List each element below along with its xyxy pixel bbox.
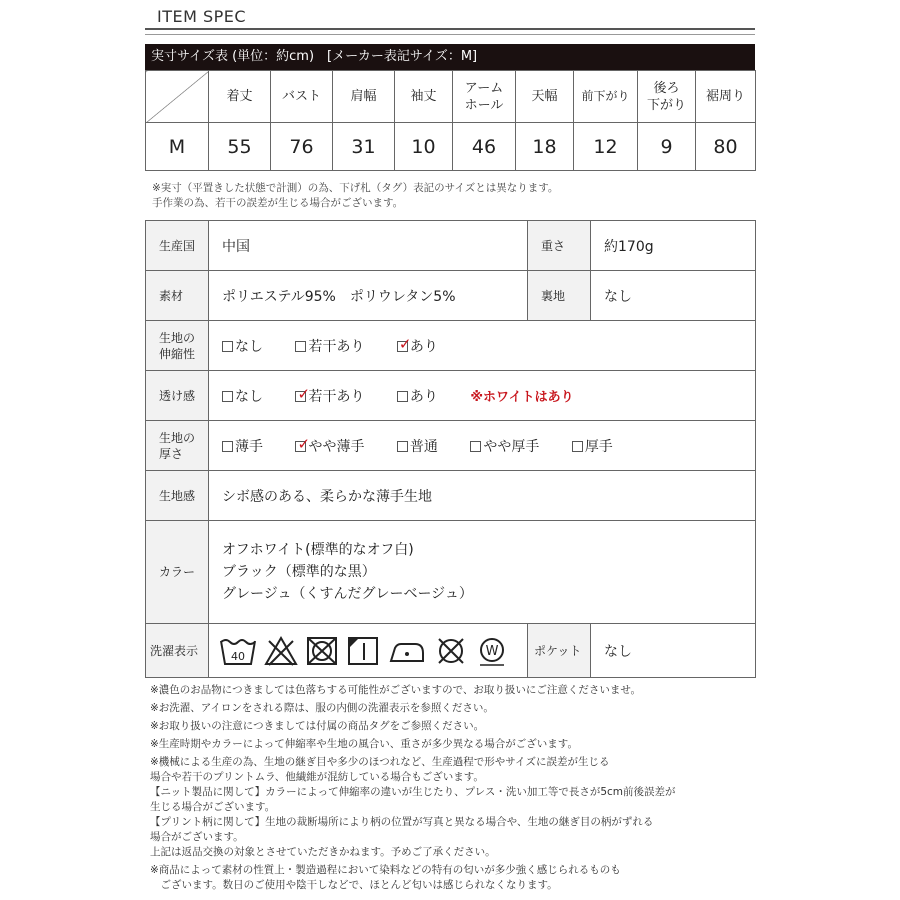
origin-label: 生産国 <box>146 221 209 271</box>
option-label: やや薄手 <box>308 438 365 455</box>
thickness-option <box>222 436 263 456</box>
option-label: 厚手 <box>584 438 613 455</box>
thickness-options <box>209 421 756 471</box>
note-item: ※機械による生産の為、生地の継ぎ目や多少のほつれなど、生産過程で形やサイズに誤差が生じる 場合や若干のプリントムラ、他繊維が混紡している場合もございます。 【ニット製品に関して】カラーによって伸縮率の違いが生じたり、プレス・洗い加工等で長さが5cm前後誤差が 生じる場合がございます。 【プリント柄に関して】生地の裁断場所により柄の位置が写真と異なる場合や、生地の継ぎ目の柄がずれる 場合がございます。 上記は返品交換の対象とさせていただきかねます。予めご了承ください。 <box>150 756 676 858</box>
no-dry-clean-icon <box>434 635 468 667</box>
option-label: 薄手 <box>235 438 263 455</box>
thickness-option <box>470 436 539 456</box>
sheer-label: 透け感 <box>146 371 209 421</box>
header-divider <box>145 34 755 35</box>
size-value: 76 <box>271 123 333 171</box>
stretch-option-checked <box>397 336 438 356</box>
color-item: ブラック（標準的な黒） <box>222 564 376 580</box>
sheer-option <box>222 386 263 406</box>
size-value: 55 <box>209 123 271 171</box>
size-col-header: 袖丈 <box>395 71 453 123</box>
material-label: 素材 <box>146 271 209 321</box>
sheer-note: ※ホワイトはあり <box>470 389 574 405</box>
checkbox-icon <box>295 384 311 403</box>
note-item: ※生産時期やカラーによって伸縮率や生地の風合い、重さが多少異なる場合がございます。 <box>150 738 578 750</box>
size-col-header: アーム ホール <box>453 71 516 123</box>
material-value: ポリエステル95% ポリウレタン5% <box>209 271 528 321</box>
size-note: ※実寸（平置きした状態で計測）の為、下げ札（タグ）表記のサイズとは異なります。 手作業の為、若干の誤差が生じる場合がございます。 <box>152 182 559 209</box>
size-value: 10 <box>395 123 453 171</box>
size-value: 46 <box>453 123 516 171</box>
checkbox-icon <box>222 391 233 402</box>
note-item: ※お洗濯、アイロンをされる際は、服の内側の洗濯表示を参照ください。 <box>150 702 494 714</box>
sheer-options <box>209 371 756 421</box>
section-title: ITEM SPEC <box>157 7 247 26</box>
note-item: ※濃色のお品物につきましては色落ちする可能性がございますので、お取り扱いにご注意くださいませ。 <box>150 684 642 696</box>
stretch-options <box>209 321 756 371</box>
wash-icons <box>209 624 528 678</box>
sheer-option-checked <box>295 386 364 406</box>
wash-temp-label: 40 <box>231 649 245 663</box>
stretch-option <box>295 336 364 356</box>
checkbox-icon <box>295 341 306 352</box>
option-label: あり <box>409 338 438 355</box>
spec-table <box>145 220 756 678</box>
no-bleach-icon <box>264 635 298 667</box>
checkmark-icon: ✓ <box>398 334 412 353</box>
size-col-header: 肩幅 <box>333 71 395 123</box>
size-col-header: 後ろ 下がり <box>638 71 696 123</box>
size-table <box>145 44 755 171</box>
lining-value: なし <box>591 271 756 321</box>
size-row-label: M <box>146 123 209 171</box>
note-item: ※商品によって素材の性質上・製造過程において染料などの特有の匂いが多少強く感じられるものも ございます。数日のご使用や陰干しなどで、ほとんど匂いは感じられなくなります。 <box>150 864 621 891</box>
color-item: オフホワイト(標準的なオフ白) <box>222 542 414 558</box>
option-label: なし <box>235 338 263 355</box>
section-header <box>145 4 755 30</box>
stretch-option <box>222 336 263 356</box>
option-label: やや厚手 <box>483 438 540 455</box>
size-value: 12 <box>574 123 638 171</box>
pocket-value: なし <box>591 624 756 678</box>
option-label: 若干あり <box>308 388 365 405</box>
color-item: グレージュ（くすんだグレーベージュ） <box>222 586 473 602</box>
option-label: なし <box>235 388 263 405</box>
checkbox-icon <box>397 391 408 402</box>
checkbox-icon <box>397 334 412 353</box>
line-dry-shade-icon <box>346 635 380 667</box>
iron-low-icon <box>387 635 427 667</box>
size-col-header: 前下がり <box>574 71 638 123</box>
color-list <box>209 521 756 624</box>
lining-label: 裏地 <box>528 271 591 321</box>
checkbox-icon <box>470 441 481 452</box>
checkbox-icon <box>572 441 583 452</box>
option-label: 若干あり <box>308 338 365 355</box>
color-label: カラー <box>146 521 209 624</box>
size-corner-cell <box>146 71 209 123</box>
origin-value: 中国 <box>209 221 528 271</box>
wet-clean-icon <box>475 635 509 667</box>
size-value: 80 <box>696 123 756 171</box>
texture-label: 生地感 <box>146 471 209 521</box>
wash-label: 洗濯表示 <box>146 624 209 678</box>
checkmark-icon: ✓ <box>297 384 311 403</box>
thickness-option <box>397 436 438 456</box>
checkbox-icon <box>222 341 233 352</box>
thickness-option <box>572 436 613 456</box>
size-value: 31 <box>333 123 395 171</box>
weight-label: 重さ <box>528 221 591 271</box>
size-table-caption: 実寸サイズ表 (単位：約cm) [メーカー表記サイズ：M] <box>145 44 755 70</box>
checkbox-icon <box>397 441 408 452</box>
care-notes <box>150 683 760 896</box>
sheer-option <box>397 386 438 406</box>
wash-40-icon <box>219 635 257 667</box>
checkmark-icon: ✓ <box>297 434 311 453</box>
stretch-label: 生地の 伸縮性 <box>146 321 209 371</box>
texture-value: シボ感のある、柔らかな薄手生地 <box>209 471 756 521</box>
weight-value: 約170g <box>591 221 756 271</box>
size-value: 9 <box>638 123 696 171</box>
checkbox-icon <box>295 434 311 453</box>
option-label: 普通 <box>409 438 438 455</box>
checkbox-icon <box>222 441 233 452</box>
note-item: ※お取り扱いの注意につきましては付属の商品タグをご参照ください。 <box>150 720 485 732</box>
size-col-header: 天幅 <box>516 71 574 123</box>
thickness-option-checked <box>295 436 364 456</box>
option-label: あり <box>409 388 438 405</box>
no-tumble-dry-icon <box>305 635 339 667</box>
pocket-label: ポケット <box>528 624 591 678</box>
thickness-label: 生地の 厚さ <box>146 421 209 471</box>
wet-clean-letter: W <box>485 643 499 659</box>
size-col-header: バスト <box>271 71 333 123</box>
size-col-header: 着丈 <box>209 71 271 123</box>
size-grid <box>145 70 756 171</box>
size-value: 18 <box>516 123 574 171</box>
size-col-header: 裾周り <box>696 71 756 123</box>
